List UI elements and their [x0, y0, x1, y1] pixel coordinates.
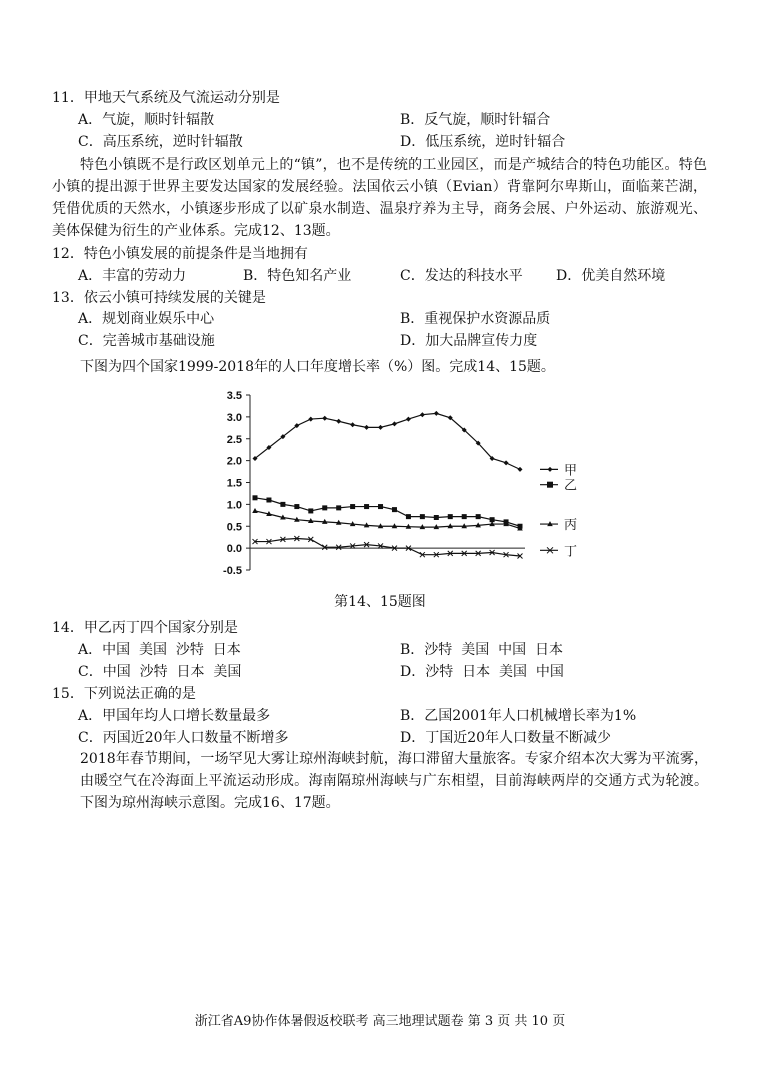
data-point-乙: [462, 514, 467, 519]
q14-option-a: A．中国 美国 沙特 日本: [78, 642, 241, 658]
y-tick-label: 1.5: [226, 477, 242, 490]
data-point-丙: [252, 508, 258, 513]
data-point-乙: [336, 505, 341, 510]
series-line-乙: [255, 498, 520, 526]
q13-option-b: B．重视保护水资源品质: [400, 311, 551, 327]
data-point-乙: [266, 498, 271, 503]
q13-stem: 13．依云小镇可持续发展的关键是: [52, 290, 266, 306]
data-point-甲: [518, 467, 523, 472]
data-point-甲: [364, 425, 369, 430]
data-point-甲: [336, 419, 341, 424]
q15-option-a: A．甲国年均人口增长数量最多: [78, 708, 271, 724]
q13-option-d: D．加大品牌宣传力度: [400, 333, 538, 349]
passage-special-town: 特色小镇既不是行政区划单元上的“镇”，也不是传统的工业园区，而是产城结合的特色功能区。特色小镇的提出源于世界主要发达国家的发展经验。法国依云小镇（Evian）背靠阿尔卑斯山，面临莱芒湖，凭借优质的天然水，小镇逐步形成了以矿泉水制造、温泉疗养为主导，商务会展、户外运动、旅游观光、美体保健为衍生的产业体系。完成12、13题。: [52, 157, 707, 239]
y-tick-label: -0.5: [223, 565, 242, 577]
q14-stem: 14．甲乙丙丁四个国家分别是: [52, 620, 238, 636]
y-tick-label: 1.0: [226, 499, 242, 512]
q12-option-b: B．特色知名产业: [243, 268, 352, 284]
q14-option-c: C．中国 沙特 日本 美国: [78, 664, 242, 680]
data-point-甲: [434, 411, 439, 416]
passage-qiongzhou-fog: 2018年春节期间，一场罕见大雾让琼州海峡封航，海口滞留大量旅客。专家介绍本次大雾为平流雾，由暖空气在冷海面上平流运动形成。海南隔琼州海峡与广东相望，目前海峡两岸的交通方式为轮渡。下图为琼州海峡示意图。完成16、17题。: [80, 751, 708, 811]
q11-option-d: D．低压系统，逆时针辐合: [400, 134, 566, 150]
data-point-乙: [476, 514, 481, 519]
data-point-甲: [350, 422, 355, 427]
data-point-甲: [392, 421, 397, 426]
data-point-乙: [322, 505, 327, 510]
y-tick-label: 0.5: [226, 521, 242, 534]
y-tick-label: 2.0: [226, 455, 242, 468]
data-point-乙: [448, 514, 453, 519]
series-line-甲: [255, 413, 520, 469]
legend-label-乙: 乙: [564, 477, 578, 493]
data-point-甲: [322, 416, 327, 421]
q11-option-b: B．反气旋，顺时针辐合: [400, 112, 551, 128]
data-point-乙: [280, 502, 285, 507]
q15-option-c: C．丙国近20年人口数量不断增多: [78, 730, 289, 746]
q12-stem: 12．特色小镇发展的前提条件是当地拥有: [52, 246, 308, 262]
data-point-甲: [504, 460, 509, 465]
y-tick-label: 2.5: [226, 433, 242, 446]
population-growth-chart: [200, 380, 600, 580]
q14-option-b: B．沙特 美国 中国 日本: [400, 642, 563, 658]
y-tick-label: 3.0: [226, 411, 242, 424]
legend-marker-乙: [547, 482, 553, 488]
legend-marker-甲: [548, 467, 553, 472]
q12-option-d: D．优美自然环境: [556, 268, 666, 284]
q12-option-a: A．丰富的劳动力: [78, 268, 187, 284]
data-point-甲: [378, 425, 383, 430]
data-point-乙: [308, 508, 313, 513]
q14-option-d: D．沙特 日本 美国 中国: [400, 664, 564, 680]
chart-caption: 第14、15题图: [334, 594, 426, 610]
q13-option-a: A．规划商业娱乐中心: [78, 311, 215, 327]
legend-label-丙: 丙: [564, 517, 578, 533]
data-point-甲: [406, 417, 411, 422]
y-tick-label: 0.0: [226, 543, 242, 556]
q12-option-c: C．发达的科技水平: [400, 268, 523, 284]
data-point-乙: [392, 507, 397, 512]
chart-intro: 下图为四个国家1999-2018年的人口年度增长率（%）图。完成14、15题。: [80, 359, 555, 375]
data-point-乙: [294, 504, 299, 509]
data-point-乙: [434, 515, 439, 520]
legend-label-甲: 甲: [564, 462, 578, 478]
q11-option-a: A．气旋，顺时针辐散: [78, 112, 215, 128]
legend-label-丁: 丁: [564, 543, 578, 559]
page-footer: 浙江省A9协作体暑假返校联考 高三地理试题卷 第 3 页 共 10 页: [194, 1014, 566, 1029]
data-point-乙: [406, 514, 411, 519]
data-point-乙: [253, 495, 258, 500]
data-point-乙: [378, 504, 383, 509]
q13-option-c: C．完善城市基础设施: [78, 333, 215, 349]
data-point-乙: [350, 504, 355, 509]
data-point-甲: [308, 417, 313, 422]
q15-stem: 15．下列说法正确的是: [52, 686, 196, 702]
series-line-丙: [255, 511, 520, 529]
data-point-乙: [364, 504, 369, 509]
q11-stem: 11．甲地天气系统及气流运动分别是: [52, 90, 280, 106]
data-point-甲: [420, 412, 425, 417]
data-point-乙: [420, 514, 425, 519]
y-tick-label: 3.5: [226, 390, 242, 402]
q11-option-c: C．高压系统，逆时针辐散: [78, 134, 243, 150]
q15-option-d: D．丁国近20年人口数量不断减少: [400, 730, 612, 746]
q15-option-b: B．乙国2001年人口机械增长率为1%: [400, 708, 637, 724]
